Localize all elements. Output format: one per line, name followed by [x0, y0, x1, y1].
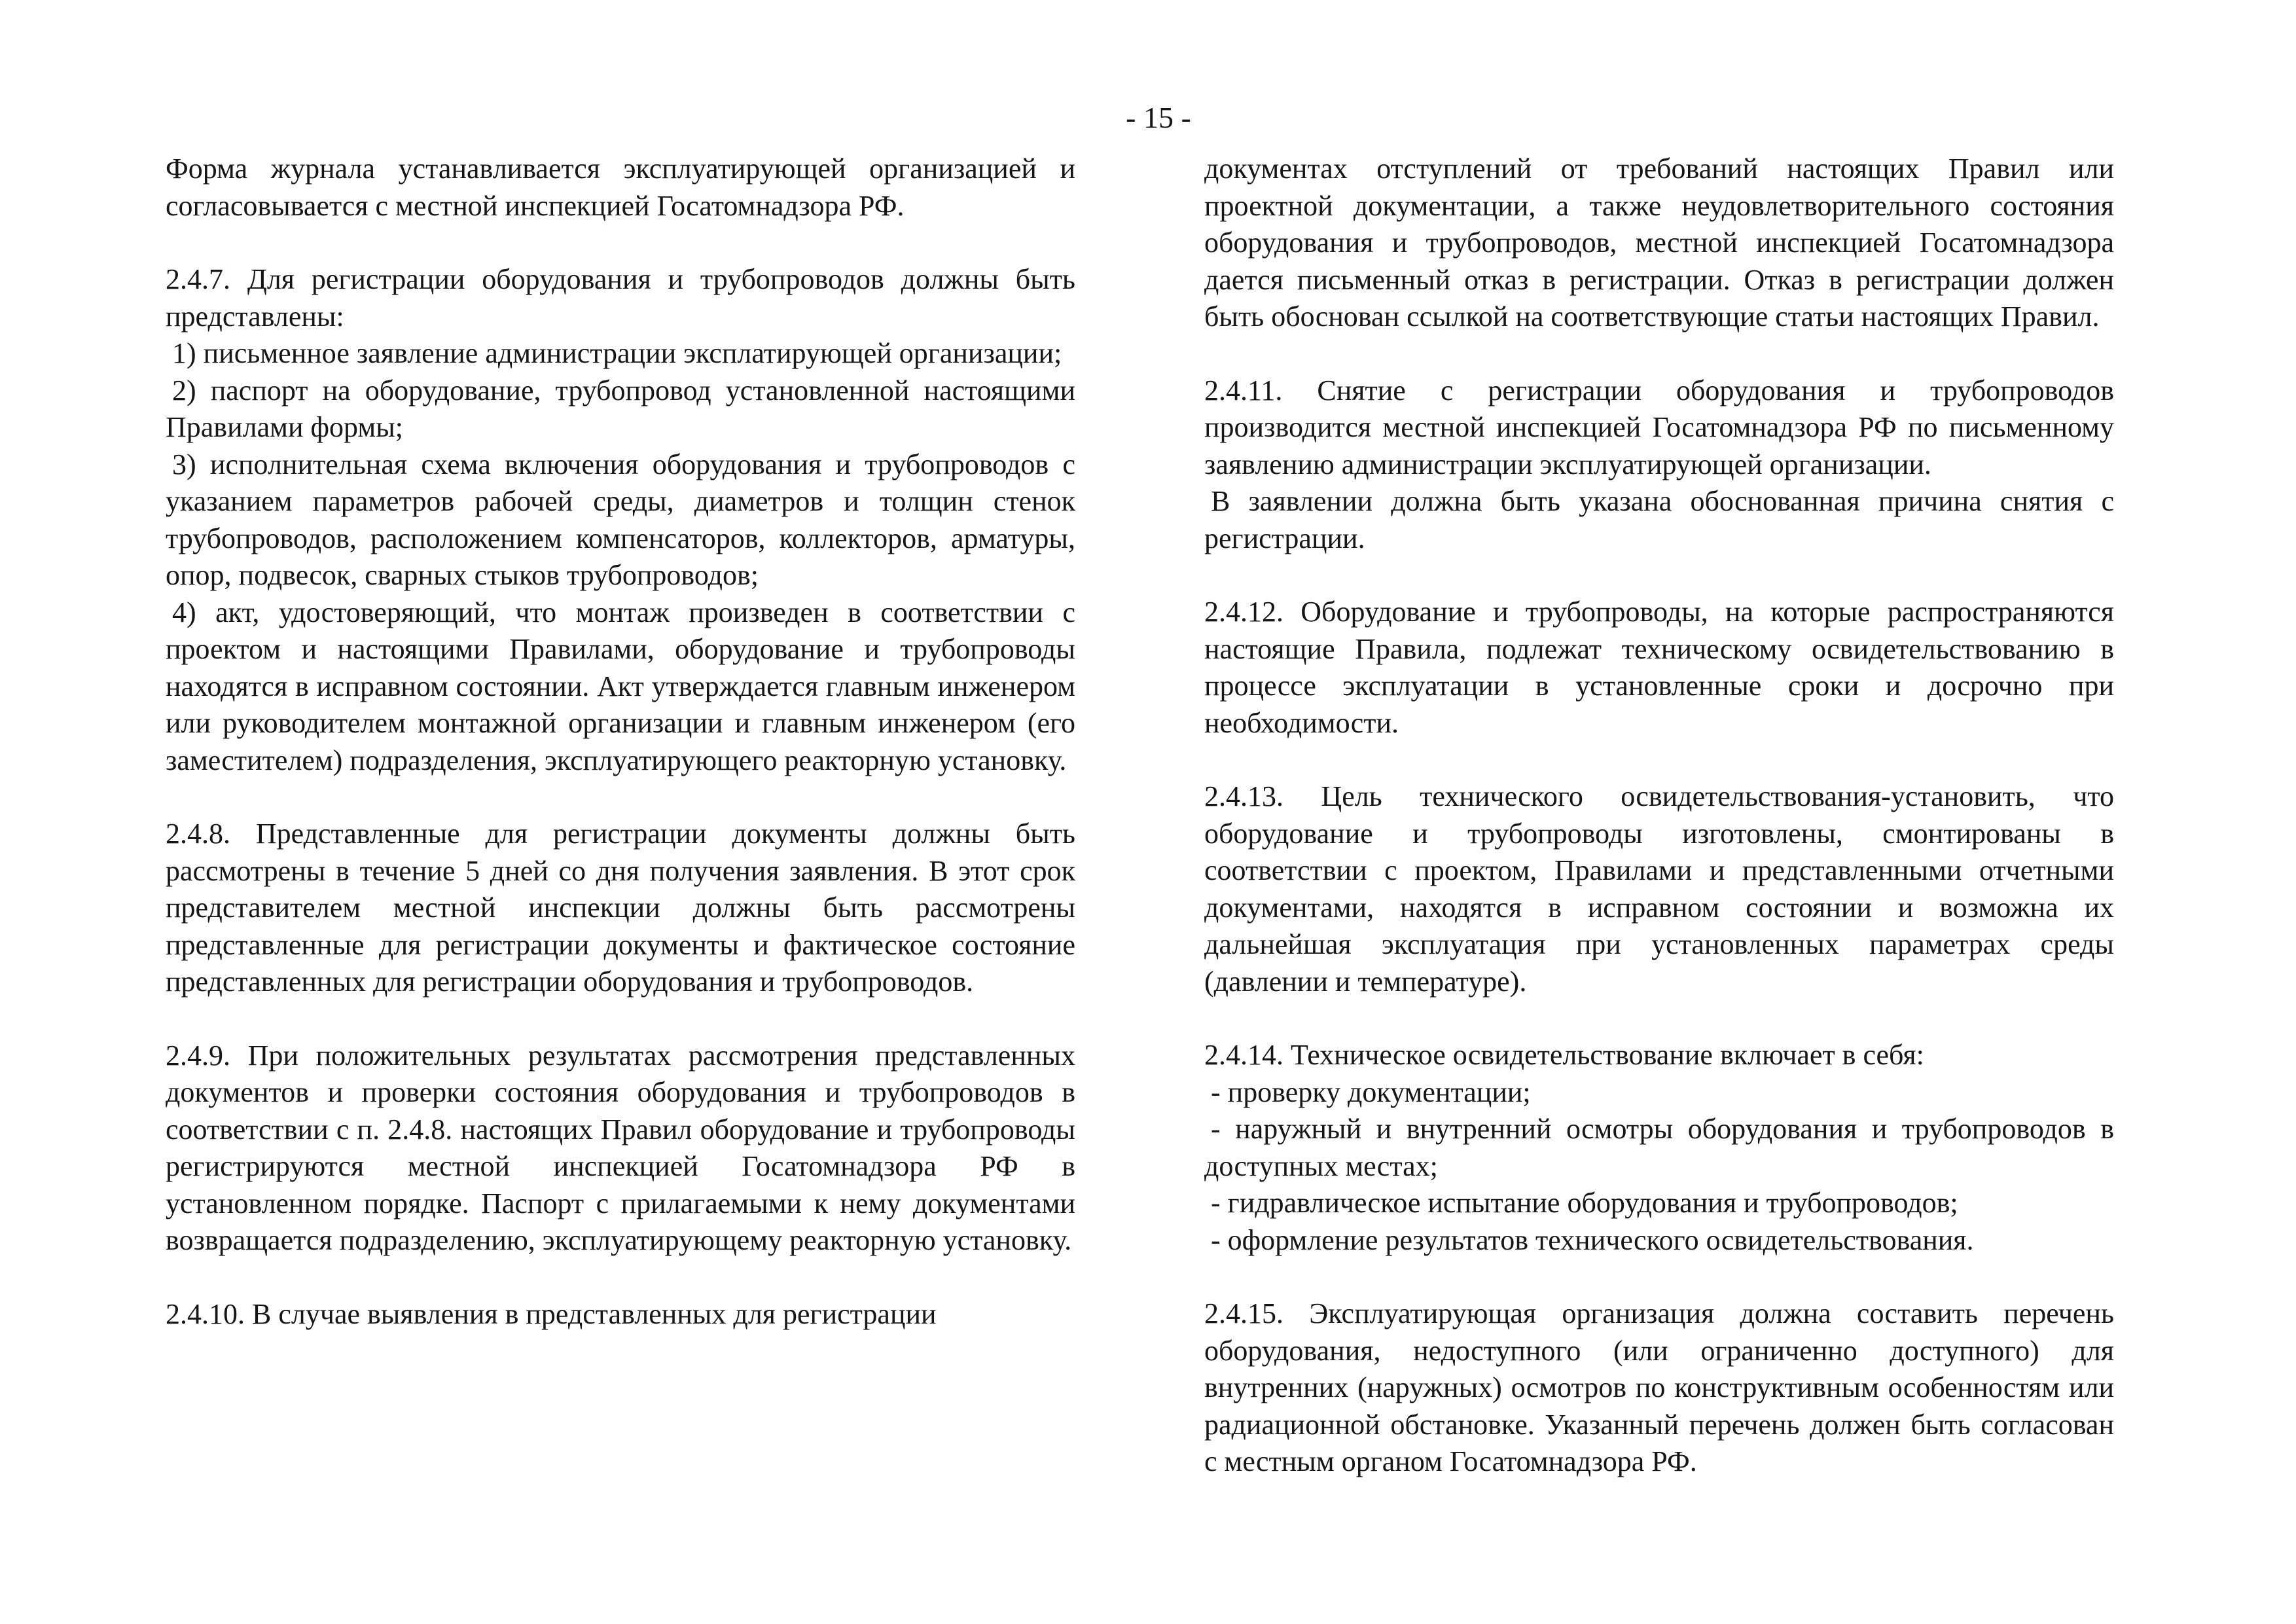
list-item-1: 1) письменное заявление администрации эксплатирующей организации; [172, 337, 1062, 369]
list-item-4: 4) акт, удостоверяющий, что монтаж произведен в соответствии с проектом и настоящими Правилами, оборудование и трубопроводы находятся в исправном состоянии. Акт утверждается главным инженером или руководителем монтажной организации и главным инженером (его заместителем) подразделения, эксплуатирующего реакторную установку. [166, 596, 1075, 776]
paragraph-2-4-11: 2.4.11. Снятие с регистрации оборудования и трубопроводов производится местной инспекцией Госатомнадзора РФ по письменному заявлению администрации эксплуатирующей организации. [1204, 374, 2114, 480]
paragraph-2-4-11-reason: В заявлении должна быть указана обоснованная причина снятия с регистрации. [1204, 485, 2114, 554]
paragraph-2-4-12: 2.4.12. Оборудование и трубопроводы, на которые распространяются настоящие Правила, подлежат техническому освидетельствованию в процессе эксплуатации в установленные сроки и досрочно при необходимости. [1204, 596, 2114, 739]
paragraph-2-4-8: 2.4.8. Представленные для регистрации документы должны быть рассмотрены в течение 5 дней со дня получения заявления. В этот срок представителем местной инспекции должны быть рассмотрены представленные для регистрации документы и фактическое состояние представленных для регистрации оборудования и трубопроводов. [166, 818, 1075, 998]
left-column [166, 151, 1075, 1333]
list-item-results: - оформление результатов технического освидетельствования. [1211, 1223, 1974, 1256]
paragraph-2-4-7: 2.4.7. Для регистрации оборудования и трубопроводов должны быть представлены: [166, 263, 1075, 333]
list-item-2: 2) паспорт на оборудование, трубопровод установленной настоящими Правилами формы; [166, 374, 1075, 443]
right-column [1204, 151, 2114, 1481]
paragraph-2-4-15: 2.4.15. Эксплуатирующая организация должна составить перечень оборудования, недоступного (или ограниченно доступного) для внутренних (наружных) осмотров по конструктивным особенностям или радиационной обстановке. Указанный перечень должен быть согласован с местным органом Госатомнадзора РФ. [1204, 1297, 2114, 1477]
paragraph-journal-form: Форма журнала устанавливается эксплуатирующей организацией и согласовывается с местной инспекцией Госатомнадзора РФ. [166, 153, 1075, 222]
page-number: - 15 - [1126, 101, 1191, 134]
paragraph-2-4-9: 2.4.9. При положительных результатах рассмотрения представленных документов и проверки состояния оборудования и трубопроводов в соответствии с п. 2.4.8. настоящих Правил оборудование и трубопроводы регистрируются местной инспекцией Госатомнадзора РФ в установленном порядке. Паспорт с прилагаемыми к нему документами возвращается подразделению, эксплуатирующему реакторную установку. [166, 1039, 1075, 1256]
list-item-3: 3) исполнительная схема включения оборудования и трубопроводов с указанием параметров рабочей среды, диаметров и толщин стенок трубопроводов, расположением компенсаторов, коллекторов, арматуры, опор, подвесок, сварных стыков трубопроводов; [166, 448, 1075, 591]
paragraph-2-4-13: 2.4.13. Цель технического освидетельствования-установить, что оборудование и трубопроводы изготовлены, смонтированы в соответствии с проектом, Правилами и представленными отчетными документами, находятся в исправном состоянии и возможна их дальнейшая эксплуатация при установленных параметрах среды (давлении и температуре). [1204, 780, 2114, 998]
paragraph-2-4-14: 2.4.14. Техническое освидетельствование включает в себя: [1204, 1039, 1924, 1071]
list-item-inspections: - наружный и внутренний осмотры оборудования и трубопроводов в доступных местах; [1204, 1113, 2114, 1182]
paragraph-2-4-10-continued: документах отступлений от требований настоящих Правил или проектной документации, а также неудовлетворительного состояния оборудования и трубопроводов, местной инспекцией Госатомнадзора дается письменный отказ в регистрации. Отказ в регистрации должен быть обоснован ссылкой на соответствующие статьи настоящих Правил. [1204, 153, 2114, 333]
list-item-hydraulic-test: - гидравлическое испытание оборудования и трубопроводов; [1211, 1187, 1958, 1219]
list-item-documentation: - проверку документации; [1211, 1075, 1531, 1108]
paragraph-2-4-10-start: 2.4.10. В случае выявления в представленных для регистрации [166, 1297, 937, 1330]
